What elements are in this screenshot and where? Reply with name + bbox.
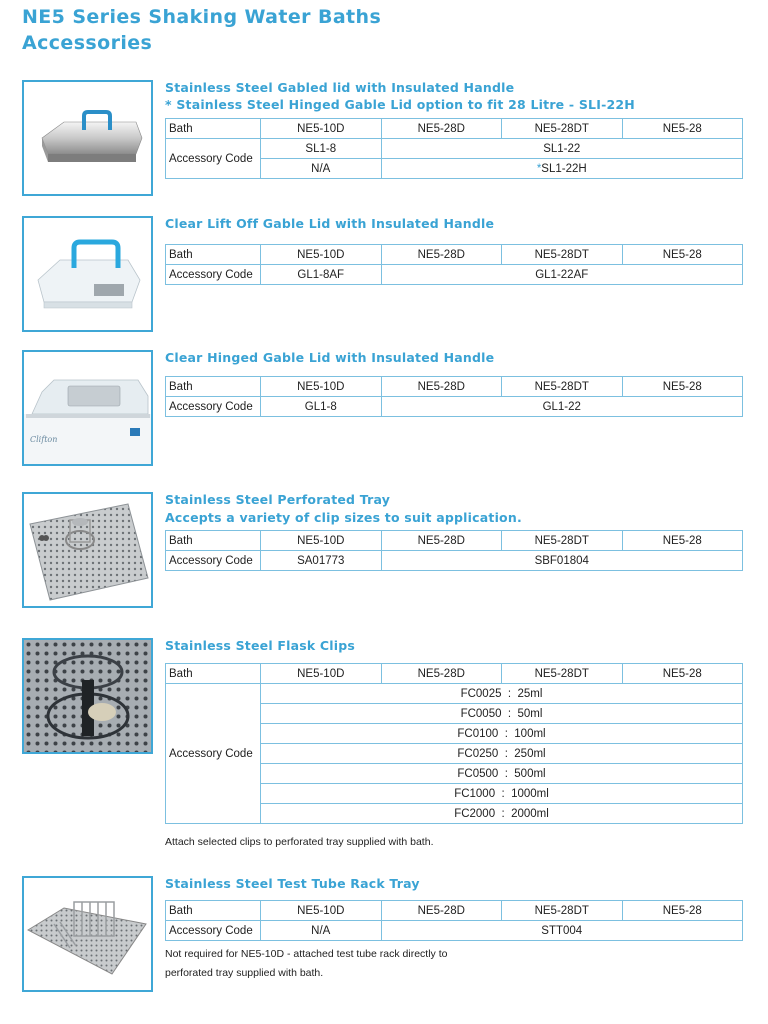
- clip-row: [261, 804, 743, 824]
- clip-size: 250ml: [514, 747, 546, 760]
- section-heading: Clear Lift Off Gable Lid with Insulated Handle: [165, 216, 495, 231]
- perforated-tray-photo: [22, 492, 153, 608]
- accessory-code-label: Accessory Code: [166, 684, 261, 824]
- clip-size: 50ml: [517, 707, 543, 720]
- clip-size: 500ml: [514, 767, 546, 780]
- clip-code: FC0025: [460, 687, 502, 700]
- page-subtitle: Accessories: [22, 32, 153, 54]
- accessory-code-label: Accessory Code: [166, 139, 261, 179]
- clear-hinged-lid-photo: [22, 350, 153, 466]
- clip-code: FC0500: [457, 767, 499, 780]
- clip-row: [261, 784, 743, 804]
- model-header: NE5-10D: [261, 901, 382, 921]
- bath-label: Bath: [166, 531, 261, 551]
- model-header: NE5-28DT: [502, 377, 623, 397]
- clip-code: FC0100: [457, 727, 499, 740]
- bath-label: Bath: [166, 377, 261, 397]
- asterisk-mark: *: [165, 97, 172, 112]
- spec-table: [165, 376, 743, 417]
- model-header: NE5-28D: [381, 664, 502, 684]
- code-cell: [381, 159, 743, 179]
- model-header: NE5-28: [622, 664, 743, 684]
- section-heading: Stainless Steel Flask Clips: [165, 638, 356, 653]
- model-header: NE5-28DT: [502, 245, 623, 265]
- stainless-gabled-lid-photo: [22, 80, 153, 196]
- bath-label: Bath: [166, 664, 261, 684]
- model-header: NE5-28D: [381, 531, 502, 551]
- clifton-logo: Clifton: [30, 435, 58, 444]
- code-cell: GL1-8: [261, 397, 382, 417]
- model-header: NE5-28D: [381, 901, 502, 921]
- section-heading: Stainless Steel Perforated Tray: [165, 492, 391, 507]
- code-cell: GL1-22AF: [381, 265, 743, 285]
- clip-sep: :: [504, 727, 508, 740]
- section-subheading: [165, 97, 635, 112]
- flask-clips-photo: [22, 638, 153, 754]
- accessory-code-label: Accessory Code: [166, 265, 261, 285]
- spec-table: [165, 900, 743, 941]
- clip-size: 2000ml: [511, 807, 549, 820]
- bath-label: Bath: [166, 901, 261, 921]
- clear-lift-off-lid-photo: [22, 216, 153, 332]
- model-header: NE5-10D: [261, 377, 382, 397]
- accessory-code-label: Accessory Code: [166, 551, 261, 571]
- model-header: NE5-28: [622, 377, 743, 397]
- clip-row: [261, 704, 743, 724]
- model-header: NE5-28DT: [502, 664, 623, 684]
- model-header: NE5-10D: [261, 245, 382, 265]
- clip-sep: :: [507, 687, 512, 700]
- spec-table: [165, 530, 743, 571]
- section-subheading: Accepts a variety of clip sizes to suit application.: [165, 510, 522, 525]
- flask-clips-table: [165, 663, 743, 824]
- section-heading: Stainless Steel Gabled lid with Insulated Handle: [165, 80, 515, 95]
- model-header: NE5-28DT: [502, 531, 623, 551]
- clip-sep: :: [501, 787, 505, 800]
- code-cell: N/A: [261, 921, 382, 941]
- code-cell: SA01773: [261, 551, 382, 571]
- code-cell: SL1-8: [261, 139, 382, 159]
- model-header: NE5-28: [622, 901, 743, 921]
- clip-sep: :: [504, 747, 508, 760]
- model-header: NE5-28DT: [502, 119, 623, 139]
- clip-row: [261, 744, 743, 764]
- spec-table: [165, 118, 743, 179]
- model-header: NE5-28DT: [502, 901, 623, 921]
- asterisk-mark: *: [536, 162, 542, 175]
- accessory-code-label: Accessory Code: [166, 397, 261, 417]
- clip-row: [261, 764, 743, 784]
- model-header: NE5-10D: [261, 119, 382, 139]
- code-cell: SBF01804: [381, 551, 743, 571]
- clip-size: 100ml: [514, 727, 546, 740]
- code-cell: STT004: [381, 921, 743, 941]
- clip-sep: :: [504, 767, 508, 780]
- section-heading: Clear Hinged Gable Lid with Insulated Handle: [165, 350, 495, 365]
- model-header: NE5-10D: [261, 664, 382, 684]
- clip-code: FC2000: [454, 807, 496, 820]
- clip-sep: :: [501, 807, 505, 820]
- section-subheading-text: Stainless Steel Hinged Gable Lid option to fit 28 Litre - SLI-22H: [176, 97, 635, 112]
- code-cell: GL1-8AF: [261, 265, 382, 285]
- clip-code: FC1000: [454, 787, 496, 800]
- model-header: NE5-28: [622, 531, 743, 551]
- clip-row: [261, 684, 743, 704]
- section-note: perforated tray supplied with bath.: [165, 967, 324, 979]
- model-header: NE5-28D: [381, 119, 502, 139]
- model-header: NE5-28D: [381, 245, 502, 265]
- section-heading: Stainless Steel Test Tube Rack Tray: [165, 876, 420, 891]
- code-text: SL1-22H: [541, 162, 587, 175]
- clip-sep: :: [507, 707, 512, 720]
- bath-label: Bath: [166, 119, 261, 139]
- section-note: Attach selected clips to perforated tray supplied with bath.: [165, 836, 434, 848]
- clip-size: 25ml: [517, 687, 543, 700]
- page-title: NE5 Series Shaking Water Baths: [22, 6, 382, 28]
- test-tube-rack-tray-photo: [22, 876, 153, 992]
- clip-code: FC0250: [457, 747, 499, 760]
- code-cell: N/A: [261, 159, 382, 179]
- clip-code: FC0050: [460, 707, 502, 720]
- model-header: NE5-28D: [381, 377, 502, 397]
- bath-label: Bath: [166, 245, 261, 265]
- spec-table: [165, 244, 743, 285]
- model-header: NE5-28: [622, 119, 743, 139]
- model-header: NE5-10D: [261, 531, 382, 551]
- accessory-code-label: Accessory Code: [166, 921, 261, 941]
- clip-size: 1000ml: [511, 787, 549, 800]
- clip-row: [261, 724, 743, 744]
- section-note: Not required for NE5-10D - attached test tube rack directly to: [165, 948, 448, 960]
- code-cell: GL1-22: [381, 397, 743, 417]
- model-header: NE5-28: [622, 245, 743, 265]
- code-cell: SL1-22: [381, 139, 743, 159]
